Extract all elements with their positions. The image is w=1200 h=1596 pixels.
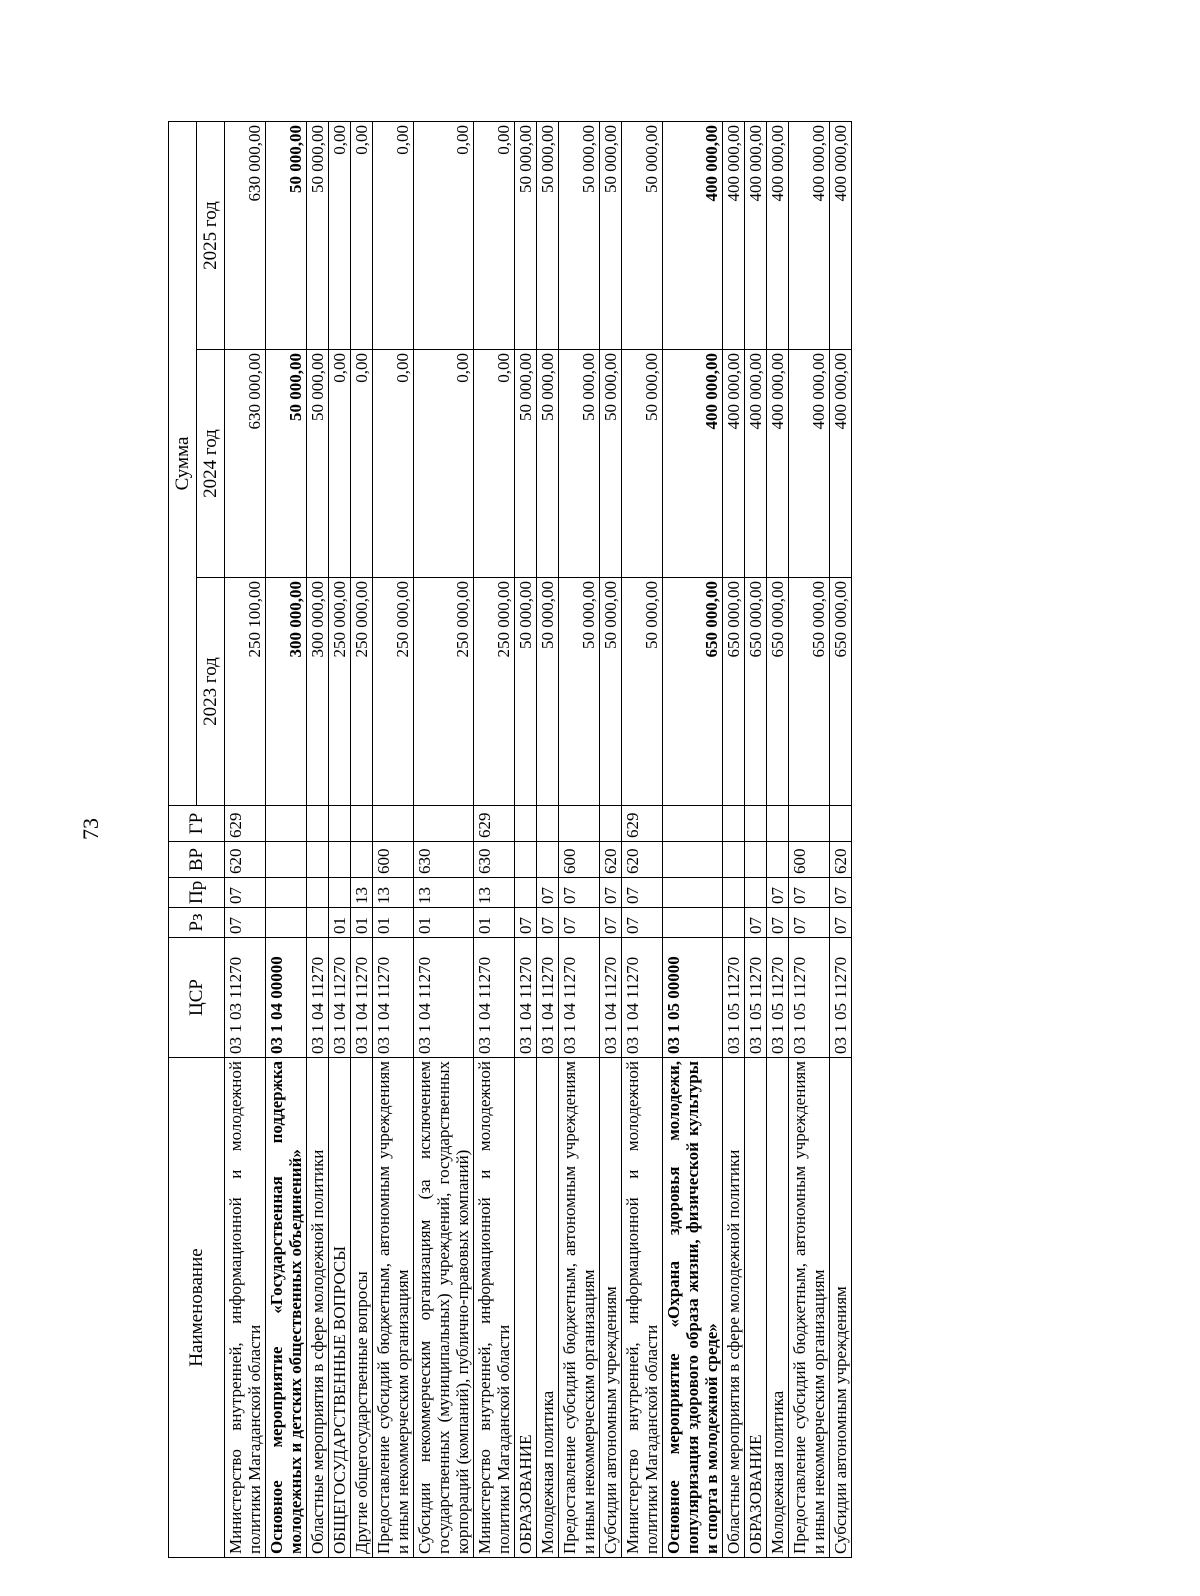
row-gr bbox=[723, 806, 745, 842]
row-rz bbox=[723, 908, 745, 938]
row-csr: 03 1 05 11270 bbox=[789, 938, 830, 1058]
row-pr: 13 bbox=[373, 878, 414, 908]
row-vr: 600 bbox=[789, 842, 830, 878]
row-amount-2024: 50 000,00 bbox=[537, 350, 559, 578]
table-row bbox=[622, 121, 663, 1557]
row-amount-2025: 50 000,00 bbox=[600, 121, 622, 349]
row-rz: 07 bbox=[745, 908, 767, 938]
row-rz bbox=[307, 908, 329, 938]
row-rz bbox=[266, 908, 307, 938]
row-pr bbox=[266, 878, 307, 908]
row-csr: 03 1 03 11270 bbox=[225, 938, 266, 1058]
header-sum: Сумма bbox=[169, 121, 197, 805]
row-csr: 03 1 05 11270 bbox=[723, 938, 745, 1058]
row-name: Предоставление субсидий бюджетным, автономным учреждениям и иным некоммерческим организациям bbox=[559, 1058, 600, 1558]
row-csr: 03 1 04 11270 bbox=[537, 938, 559, 1058]
row-pr: 13 bbox=[414, 878, 474, 908]
row-pr: 07 bbox=[537, 878, 559, 908]
table-row bbox=[789, 121, 830, 1557]
table-row bbox=[474, 121, 515, 1557]
row-gr bbox=[537, 806, 559, 842]
row-amount-2023: 650 000,00 bbox=[663, 578, 723, 806]
row-name: Областные мероприятия в сфере молодежной политики bbox=[723, 1058, 745, 1558]
row-amount-2023: 300 000,00 bbox=[307, 578, 329, 806]
row-name: Основное мероприятие «Охрана здоровья молодежи, популяризация здорового образа жизни, физической культуры и спорта в молодежной среде» bbox=[663, 1058, 723, 1558]
row-name: Субсидии автономным учреждениям bbox=[830, 1058, 852, 1558]
row-amount-2024: 50 000,00 bbox=[559, 350, 600, 578]
row-amount-2025: 630 000,00 bbox=[225, 121, 266, 349]
row-amount-2023: 650 000,00 bbox=[789, 578, 830, 806]
row-amount-2023: 300 000,00 bbox=[266, 578, 307, 806]
row-name: Министерство внутренней, информационной и молодежной политики Магаданской области bbox=[474, 1058, 515, 1558]
row-name: Другие общегосударственные вопросы bbox=[351, 1058, 373, 1558]
row-gr bbox=[329, 806, 351, 842]
row-amount-2023: 250 000,00 bbox=[329, 578, 351, 806]
row-vr: 620 bbox=[830, 842, 852, 878]
row-rz: 07 bbox=[537, 908, 559, 938]
row-name: Предоставление субсидий бюджетным, автономным учреждениям и иным некоммерческим организациям bbox=[789, 1058, 830, 1558]
row-vr bbox=[351, 842, 373, 878]
row-pr: 07 bbox=[600, 878, 622, 908]
page-number: 73 bbox=[78, 818, 103, 840]
row-amount-2023: 50 000,00 bbox=[515, 578, 537, 806]
row-amount-2025: 400 000,00 bbox=[789, 121, 830, 349]
row-csr: 03 1 04 11270 bbox=[373, 938, 414, 1058]
row-rz: 07 bbox=[515, 908, 537, 938]
row-gr bbox=[600, 806, 622, 842]
row-pr bbox=[307, 878, 329, 908]
table-row bbox=[559, 121, 600, 1557]
row-rz: 01 bbox=[351, 908, 373, 938]
row-amount-2023: 50 000,00 bbox=[559, 578, 600, 806]
row-pr: 07 bbox=[559, 878, 600, 908]
row-amount-2023: 250 000,00 bbox=[351, 578, 373, 806]
row-csr: 03 1 05 00000 bbox=[663, 938, 723, 1058]
row-name: Предоставление субсидий бюджетным, автономным учреждениям и иным некоммерческим организациям bbox=[373, 1058, 414, 1558]
row-amount-2023: 50 000,00 bbox=[622, 578, 663, 806]
row-pr bbox=[745, 878, 767, 908]
row-amount-2025: 0,00 bbox=[474, 121, 515, 349]
row-gr: 629 bbox=[225, 806, 266, 842]
table-row bbox=[830, 121, 852, 1557]
row-vr bbox=[266, 842, 307, 878]
row-rz: 01 bbox=[474, 908, 515, 938]
row-name: Министерство внутренней, информационной и молодежной политики Магаданской области bbox=[622, 1058, 663, 1558]
row-amount-2024: 50 000,00 bbox=[600, 350, 622, 578]
row-rz: 07 bbox=[767, 908, 789, 938]
table-row bbox=[663, 121, 723, 1557]
row-amount-2023: 250 100,00 bbox=[225, 578, 266, 806]
row-gr bbox=[789, 806, 830, 842]
row-pr bbox=[663, 878, 723, 908]
row-gr bbox=[745, 806, 767, 842]
row-csr: 03 1 04 11270 bbox=[600, 938, 622, 1058]
row-name: ОБЩЕГОСУДАРСТВЕННЫЕ ВОПРОСЫ bbox=[329, 1058, 351, 1558]
row-rz bbox=[663, 908, 723, 938]
row-vr: 600 bbox=[373, 842, 414, 878]
table-row bbox=[723, 121, 745, 1557]
row-amount-2023: 650 000,00 bbox=[723, 578, 745, 806]
row-amount-2024: 400 000,00 bbox=[723, 350, 745, 578]
row-pr: 13 bbox=[474, 878, 515, 908]
row-gr bbox=[767, 806, 789, 842]
row-amount-2024: 0,00 bbox=[329, 350, 351, 578]
row-rz: 07 bbox=[225, 908, 266, 938]
row-amount-2024: 400 000,00 bbox=[663, 350, 723, 578]
row-csr: 03 1 04 11270 bbox=[351, 938, 373, 1058]
row-pr bbox=[329, 878, 351, 908]
header-gr: ГР bbox=[169, 806, 225, 842]
header-vr: ВР bbox=[169, 842, 225, 878]
row-amount-2024: 50 000,00 bbox=[266, 350, 307, 578]
row-name: Молодежная политика bbox=[767, 1058, 789, 1558]
row-amount-2024: 50 000,00 bbox=[307, 350, 329, 578]
row-amount-2025: 400 000,00 bbox=[663, 121, 723, 349]
row-amount-2023: 250 000,00 bbox=[414, 578, 474, 806]
table-row bbox=[351, 121, 373, 1557]
row-rz: 01 bbox=[329, 908, 351, 938]
row-amount-2024: 400 000,00 bbox=[745, 350, 767, 578]
row-amount-2024: 0,00 bbox=[414, 350, 474, 578]
row-rz: 07 bbox=[600, 908, 622, 938]
row-amount-2024: 400 000,00 bbox=[789, 350, 830, 578]
table-row bbox=[515, 121, 537, 1557]
row-amount-2025: 0,00 bbox=[373, 121, 414, 349]
row-name: ОБРАЗОВАНИЕ bbox=[745, 1058, 767, 1558]
row-name: Субсидии некоммерческим организациям (за исключением государственных (муниципальных) учреждений, государственных корпораций (компаний), публично-правовых компаний) bbox=[414, 1058, 474, 1558]
row-csr: 03 1 04 11270 bbox=[559, 938, 600, 1058]
row-gr bbox=[414, 806, 474, 842]
budget-table bbox=[168, 121, 852, 1558]
row-amount-2025: 0,00 bbox=[351, 121, 373, 349]
row-rz: 07 bbox=[830, 908, 852, 938]
table-row bbox=[329, 121, 351, 1557]
row-amount-2025: 50 000,00 bbox=[515, 121, 537, 349]
table-row bbox=[373, 121, 414, 1557]
row-amount-2025: 0,00 bbox=[414, 121, 474, 349]
row-gr bbox=[266, 806, 307, 842]
header-csr: ЦСР bbox=[169, 938, 225, 1058]
row-pr: 07 bbox=[789, 878, 830, 908]
row-amount-2025: 50 000,00 bbox=[622, 121, 663, 349]
row-amount-2025: 0,00 bbox=[329, 121, 351, 349]
row-pr: 13 bbox=[351, 878, 373, 908]
row-amount-2025: 50 000,00 bbox=[307, 121, 329, 349]
row-csr: 03 1 04 11270 bbox=[622, 938, 663, 1058]
row-csr: 03 1 04 11270 bbox=[414, 938, 474, 1058]
row-gr bbox=[830, 806, 852, 842]
table-row bbox=[225, 121, 266, 1557]
row-pr: 07 bbox=[225, 878, 266, 908]
row-vr: 630 bbox=[474, 842, 515, 878]
row-gr: 629 bbox=[474, 806, 515, 842]
row-amount-2024: 630 000,00 bbox=[225, 350, 266, 578]
row-csr: 03 1 05 11270 bbox=[745, 938, 767, 1058]
row-amount-2024: 50 000,00 bbox=[622, 350, 663, 578]
row-rz: 01 bbox=[414, 908, 474, 938]
row-amount-2023: 650 000,00 bbox=[745, 578, 767, 806]
row-gr bbox=[559, 806, 600, 842]
row-vr bbox=[515, 842, 537, 878]
row-name: Субсидии автономным учреждениям bbox=[600, 1058, 622, 1558]
row-amount-2025: 400 000,00 bbox=[830, 121, 852, 349]
row-vr bbox=[307, 842, 329, 878]
row-name: ОБРАЗОВАНИЕ bbox=[515, 1058, 537, 1558]
row-csr: 03 1 04 11270 bbox=[329, 938, 351, 1058]
header-year-2025: 2025 год bbox=[197, 121, 225, 349]
row-vr bbox=[745, 842, 767, 878]
row-amount-2023: 250 000,00 bbox=[373, 578, 414, 806]
row-amount-2023: 50 000,00 bbox=[600, 578, 622, 806]
row-amount-2025: 50 000,00 bbox=[559, 121, 600, 349]
row-amount-2024: 50 000,00 bbox=[515, 350, 537, 578]
row-csr: 03 1 04 11270 bbox=[307, 938, 329, 1058]
row-vr bbox=[663, 842, 723, 878]
row-amount-2023: 50 000,00 bbox=[537, 578, 559, 806]
row-vr: 600 bbox=[559, 842, 600, 878]
row-csr: 03 1 05 11270 bbox=[830, 938, 852, 1058]
row-amount-2024: 0,00 bbox=[351, 350, 373, 578]
row-name: Молодежная политика bbox=[537, 1058, 559, 1558]
row-pr: 07 bbox=[830, 878, 852, 908]
table-row bbox=[537, 121, 559, 1557]
row-vr bbox=[767, 842, 789, 878]
row-csr: 03 1 04 11270 bbox=[474, 938, 515, 1058]
row-gr bbox=[351, 806, 373, 842]
table-row bbox=[414, 121, 474, 1557]
row-amount-2024: 0,00 bbox=[474, 350, 515, 578]
row-amount-2023: 250 000,00 bbox=[474, 578, 515, 806]
table-row bbox=[266, 121, 307, 1557]
row-amount-2025: 400 000,00 bbox=[745, 121, 767, 349]
row-name: Областные мероприятия в сфере молодежной политики bbox=[307, 1058, 329, 1558]
row-vr: 620 bbox=[600, 842, 622, 878]
row-amount-2024: 400 000,00 bbox=[830, 350, 852, 578]
row-name: Основное мероприятие «Государственная поддержка молодежных и детских общественных объединений» bbox=[266, 1058, 307, 1558]
row-rz: 07 bbox=[622, 908, 663, 938]
header-year-2023: 2023 год bbox=[197, 578, 225, 806]
row-rz: 01 bbox=[373, 908, 414, 938]
header-rz: Рз bbox=[169, 908, 225, 938]
row-amount-2023: 650 000,00 bbox=[767, 578, 789, 806]
row-gr: 629 bbox=[622, 806, 663, 842]
row-vr bbox=[723, 842, 745, 878]
row-vr: 630 bbox=[414, 842, 474, 878]
row-gr bbox=[373, 806, 414, 842]
table-row bbox=[307, 121, 329, 1557]
row-amount-2024: 0,00 bbox=[373, 350, 414, 578]
row-amount-2025: 400 000,00 bbox=[723, 121, 745, 349]
row-amount-2023: 650 000,00 bbox=[830, 578, 852, 806]
row-pr bbox=[515, 878, 537, 908]
table-row bbox=[745, 121, 767, 1557]
row-amount-2025: 50 000,00 bbox=[537, 121, 559, 349]
row-amount-2025: 400 000,00 bbox=[767, 121, 789, 349]
row-vr: 620 bbox=[225, 842, 266, 878]
table-row bbox=[600, 121, 622, 1557]
row-pr: 07 bbox=[622, 878, 663, 908]
row-csr: 03 1 04 11270 bbox=[515, 938, 537, 1058]
row-amount-2024: 400 000,00 bbox=[767, 350, 789, 578]
header-year-2024: 2024 год bbox=[197, 350, 225, 578]
row-gr bbox=[307, 806, 329, 842]
row-rz: 07 bbox=[789, 908, 830, 938]
row-amount-2025: 50 000,00 bbox=[266, 121, 307, 349]
rotated-table-wrapper bbox=[168, 122, 968, 1558]
header-pr: Пр bbox=[169, 878, 225, 908]
row-gr bbox=[663, 806, 723, 842]
row-pr bbox=[723, 878, 745, 908]
header-name: Наименование bbox=[169, 1058, 225, 1558]
row-vr: 620 bbox=[622, 842, 663, 878]
row-pr: 07 bbox=[767, 878, 789, 908]
row-rz: 07 bbox=[559, 908, 600, 938]
table-row bbox=[767, 121, 789, 1557]
row-vr bbox=[537, 842, 559, 878]
row-gr bbox=[515, 806, 537, 842]
row-name: Министерство внутренней, информационной и молодежной политики Магаданской области bbox=[225, 1058, 266, 1558]
row-vr bbox=[329, 842, 351, 878]
row-csr: 03 1 05 11270 bbox=[767, 938, 789, 1058]
row-csr: 03 1 04 00000 bbox=[266, 938, 307, 1058]
